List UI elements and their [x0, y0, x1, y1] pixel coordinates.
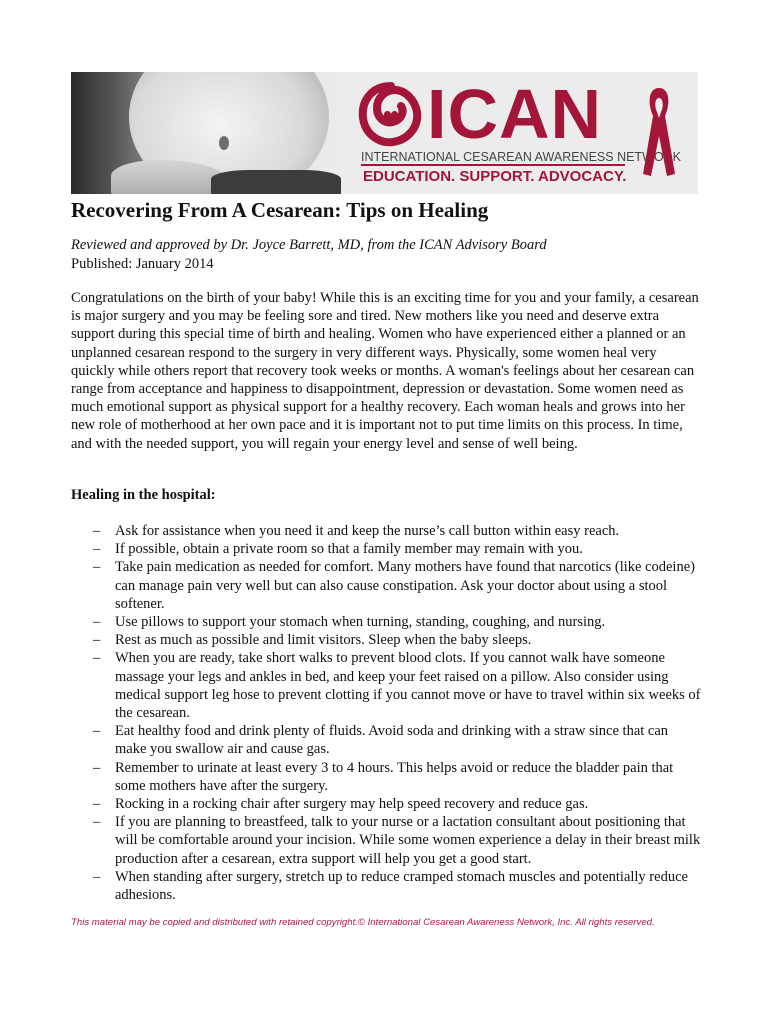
review-credit: Reviewed and approved by Dr. Joyce Barrett, MD, from the ICAN Advisory Board: [71, 237, 547, 253]
tips-list: [71, 522, 701, 904]
list-item: – If you are planning to breastfeed, talk to your nurse or a lactation consultant about positioning that will be comfortable around your incision. While some women experience a delay in their breast milk production after a cesarean, extra support will help you get a good start.: [93, 814, 701, 867]
list-item: – Remember to urinate at least every 3 to 4 hours. This helps avoid or reduce the bladder pain that some mothers have after the surgery.: [93, 759, 674, 794]
list-item: – When standing after surgery, stretch up to reduce cramped stomach muscles and potentially reduce adhesions.: [93, 868, 688, 904]
pregnant-belly-photo: [71, 72, 341, 194]
list-item: – When you are ready, take short walks to prevent blood clots. If you cannot walk have someone massage your legs and ankles in bed, and keep your feet raised on a pillow. Also consider using medical support leg hose to prevent clotting if you cannot move or have to travel within six weeks of the cesarean.: [93, 650, 701, 722]
intro-paragraph: Congratulations on the birth of your baby! While this is an exciting time for you and your family, a cesarean is major surgery and you may be feeling sore and tired. New mothers like you need and deserve extra support during this special time of birth and healing. Women who have experienced either a planned or an unplanned cesarean respond to the surgery in very different ways. Physically, some women heal very quickly while others report that recovery took weeks or months. A woman's feelings about her cesarean can range from acceptance and happiness to disappointment, depression or devastation. Some women need as much emotional support as physical support for a healthy recovery. Each woman heals and grows into her new role of motherhood at her own pace and it is important not to put time limits on this process. In time, and with the needed support, you will regain your energy level and sense of well being.: [71, 290, 699, 452]
logo-divider: [361, 164, 625, 166]
header-banner: [71, 72, 698, 194]
list-item: – Rocking in a rocking chair after surgery may help speed recovery and reduce gas.: [93, 796, 589, 813]
publish-date: Published: January 2014: [71, 256, 214, 272]
document-title: Recovering From A Cesarean: Tips on Healing: [71, 198, 489, 222]
list-item: – Take pain medication as needed for comfort. Many mothers have found that narcotics (like codeine) can manage pain very well but can also cause constipation. Ask your doctor about using a stool softener.: [93, 559, 695, 612]
awareness-ribbon-icon: [637, 82, 681, 182]
ican-logo-text: ICAN: [427, 75, 603, 153]
mother-child-logo-icon: [355, 78, 427, 150]
list-item: – Use pillows to support your stomach when turning, standing, coughing, and nursing.: [93, 614, 606, 631]
list-item: – Ask for assistance when you need it and keep the nurse’s call button within easy reach.: [93, 523, 620, 539]
org-tagline: EDUCATION. SUPPORT. ADVOCACY.: [363, 168, 627, 185]
list-item: – If possible, obtain a private room so that a family member may remain with you.: [93, 541, 583, 558]
list-item: – Rest as much as possible and limit visitors. Sleep when the baby sleeps.: [93, 632, 532, 649]
section-heading: Healing in the hospital:: [71, 487, 216, 503]
copyright-footer: This material may be copied and distributed with retained copyright.© International Cesarean Awareness Network, Inc. All rights reserved.: [71, 917, 655, 928]
list-item: – Eat healthy food and drink plenty of fluids. Avoid soda and drinking with a straw since that can make you swallow air and cause gas.: [93, 723, 669, 758]
org-name: INTERNATIONAL CESAREAN AWARENESS NETWORK: [361, 150, 681, 164]
